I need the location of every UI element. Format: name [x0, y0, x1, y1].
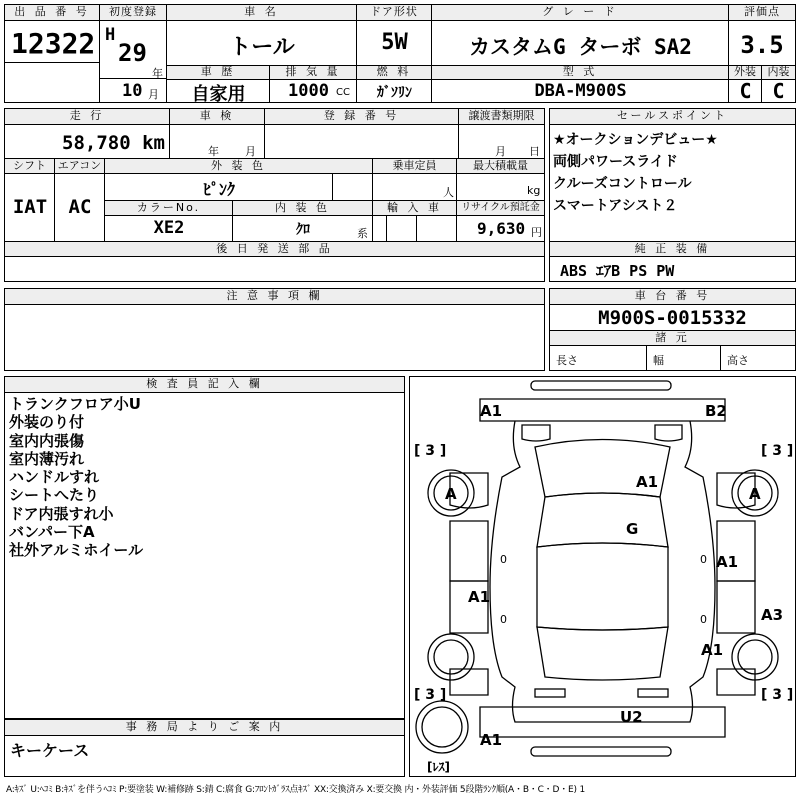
- lot-no: 12322: [11, 27, 96, 60]
- reg-no-label: 登 録 番 号: [265, 109, 459, 125]
- right-rear-fender-mark: A3: [761, 606, 784, 624]
- roof: [537, 543, 668, 630]
- recycle-label: リサイクル預託金: [457, 201, 544, 216]
- grade: カスタムG ターボ SA2: [469, 35, 692, 59]
- displacement-cell: [270, 80, 357, 102]
- chassis-label: 車 台 番 号: [550, 289, 795, 305]
- mirror-left: [522, 425, 550, 441]
- year-unit: 年: [152, 67, 163, 79]
- ac-cell: [55, 174, 105, 241]
- int-color-cell: [233, 216, 373, 241]
- recycle-cell: [457, 216, 544, 241]
- displacement: 1000: [288, 81, 329, 101]
- options-value: ABS ｴｱB PS PW: [560, 262, 675, 280]
- chassis-box: [549, 288, 796, 371]
- capacity-label: 乗車定員: [373, 159, 457, 174]
- car-name-cell: [167, 21, 357, 66]
- length-label: 長さ: [556, 354, 578, 367]
- spare-tire-inner: [422, 707, 462, 747]
- left-rear-door-mark: A1: [468, 588, 491, 606]
- tire-rl-mark: [ 3 ]: [414, 687, 447, 703]
- front-left-mark: A1: [480, 402, 503, 420]
- zero-mark-2: 0: [700, 553, 707, 566]
- inspection-cell: [170, 125, 265, 159]
- exterior-label: 外装: [729, 66, 762, 80]
- color-no-cell: [105, 216, 233, 241]
- selling-points-list: [553, 129, 718, 217]
- rear-bumper-bar: [531, 747, 671, 756]
- wheel-rear-left: [428, 634, 474, 680]
- notes-label: 注 意 事 項 欄: [5, 289, 544, 305]
- ext-color-label: 外 装 色: [105, 159, 373, 174]
- spare-mark: [ﾚｽ]: [427, 760, 450, 774]
- inspection-year-unit: 年: [208, 145, 219, 158]
- mileage: 58,780 km: [62, 132, 165, 154]
- inspector-box: [4, 376, 405, 719]
- rear-bumper-mark: U2: [620, 708, 643, 726]
- chassis-no: M900S-0015332: [598, 307, 747, 329]
- interior-label: 内装: [762, 66, 795, 80]
- mirror-right: [655, 425, 682, 441]
- vehicle-info-table: [4, 108, 545, 242]
- transfer-cell: [459, 125, 544, 159]
- ext-color: ﾋﾟﾝｸ: [202, 180, 235, 199]
- tire-fr-mark: [ 3 ]: [761, 443, 794, 459]
- fuel-label: 燃 料: [357, 66, 432, 80]
- int-color: ｸﾛ: [296, 222, 310, 238]
- right-rear-door: [717, 581, 755, 633]
- score: 3.5: [740, 31, 784, 59]
- left-front-door: [450, 521, 488, 581]
- model-cell: [432, 80, 729, 102]
- front-right-mark: B2: [705, 402, 727, 420]
- interior-grade: C: [772, 80, 785, 102]
- right-rear-wheel-mark: A1: [701, 641, 724, 659]
- inspector-note-item: トランクフロア小U: [9, 395, 141, 413]
- zero-mark-3: 0: [500, 613, 507, 626]
- door-cell: [357, 21, 432, 66]
- history-label: 車 歴: [167, 66, 270, 80]
- exterior-grade: C: [739, 80, 752, 102]
- inspector-note-item: 室内薄汚れ: [9, 449, 85, 468]
- rear-lamp-right: [638, 689, 668, 697]
- color-no: XE2: [153, 218, 185, 238]
- mileage-label: 走 行: [5, 109, 170, 125]
- grade-cell: [432, 21, 729, 66]
- int-color-unit: 系: [357, 227, 368, 240]
- score-cell: [729, 21, 795, 66]
- selling-point-item: ★オークションデビュー★: [553, 132, 718, 148]
- tire-rr-mark: [ 3 ]: [761, 687, 794, 703]
- shift: IAT: [12, 196, 48, 218]
- selling-points-box: [549, 108, 796, 242]
- first-reg-month: 10: [122, 81, 143, 101]
- import-cell-b: [387, 216, 417, 241]
- options-box: [549, 241, 796, 282]
- header-table: [4, 4, 796, 103]
- width-label: 幅: [653, 354, 664, 367]
- inspector-note-item: 室内内張傷: [9, 431, 85, 450]
- inspection-label: 車 検: [170, 109, 265, 125]
- lot-no-label: 出 品 番 号: [5, 5, 100, 21]
- door-type: 5W: [381, 30, 408, 55]
- max-load-cell: [457, 174, 544, 201]
- era: H: [105, 25, 116, 45]
- spare-tire: [416, 701, 468, 753]
- first-reg-year: 29: [118, 39, 147, 67]
- office-box: [4, 719, 405, 777]
- recycle: 9,630: [477, 219, 526, 238]
- int-color-label: 内 装 色: [233, 201, 373, 216]
- legend: A:ｷｽﾞ U:ﾍｺﾐ B:ｷｽﾞを伴うﾍｺﾐ P:要塗装 W:補修跡 S:錆 C:腐食 G:ﾌﾛﾝﾄｶﾞﾗｽ点ｷｽﾞ XX:交換済み X:要交換 内・外装評価 5段階ﾗﾝｸ順(A・B・C・D・E) 1: [6, 785, 585, 795]
- selling-point-item: スマートアシスト２: [553, 198, 678, 214]
- model: DBA-M900S: [534, 81, 627, 101]
- inspector-note-item: 社外アルミホイール: [9, 541, 144, 560]
- later-parts-box: [4, 241, 545, 282]
- inspection-month-unit: 月: [245, 145, 256, 158]
- rear-window: [537, 627, 668, 680]
- width-cell: [647, 346, 721, 370]
- zero-mark-1: 0: [500, 553, 507, 566]
- import-label: 輸 入 車: [373, 201, 457, 216]
- car-name-label: 車 名: [167, 5, 357, 21]
- displacement-unit: CC: [336, 87, 350, 98]
- selling-point-item: 両側パワースライド: [553, 154, 678, 170]
- windshield: [537, 493, 668, 547]
- front-bumper-bar: [531, 381, 671, 390]
- rear-left-mark: A1: [480, 731, 503, 749]
- reg-no-cell: [265, 125, 459, 159]
- selling-point-item: クルーズコントロール: [553, 176, 692, 192]
- capacity-unit: 人: [443, 186, 454, 199]
- ext-color-cell: [105, 174, 333, 201]
- score-label: 評価点: [729, 5, 795, 21]
- import-cell-a: [373, 216, 387, 241]
- ac-label: エアコン: [55, 159, 105, 174]
- capacity-cell: [373, 174, 457, 201]
- max-load-unit: kg: [527, 184, 541, 197]
- body-outline: [490, 421, 715, 722]
- max-load-label: 最大積載量: [457, 159, 544, 174]
- notes-box: [4, 288, 545, 371]
- fuel-cell: [357, 80, 432, 102]
- zero-mark-4: 0: [700, 613, 707, 626]
- wheel-fl-mark: A: [445, 485, 457, 503]
- history-cell: [167, 80, 270, 102]
- recycle-unit: 円: [531, 226, 542, 239]
- mileage-cell: [5, 125, 170, 159]
- inspector-list: [9, 395, 143, 560]
- exterior-cell: [729, 80, 762, 102]
- ext-color-extra: [333, 174, 373, 201]
- later-parts-label: 後 日 発 送 部 品: [5, 242, 544, 257]
- wheel-fr-mark: A: [749, 485, 761, 503]
- import-cell-c: [417, 216, 457, 241]
- office-value: キーケース: [10, 741, 90, 760]
- car-diagram-box: [409, 376, 796, 777]
- transfer-day-unit: 日: [529, 145, 540, 158]
- chassis-cell: [550, 305, 795, 331]
- front-bumper: [480, 399, 725, 421]
- month-unit: 月: [148, 88, 159, 101]
- rear-lamp-left: [535, 689, 565, 697]
- windshield-mark: G: [626, 520, 639, 538]
- lot-no-cell: [5, 21, 100, 63]
- height-label: 高さ: [727, 354, 749, 367]
- office-label: 事 務 局 よ り ご 案 内: [5, 720, 404, 736]
- shift-cell: [5, 174, 55, 241]
- first-reg-label: 初度登録: [100, 5, 167, 21]
- spec-label: 諸 元: [550, 331, 795, 346]
- selling-points-label: セールスポイント: [550, 109, 795, 125]
- transfer-month-unit: 月: [495, 145, 506, 158]
- color-no-label: カラーNo.: [105, 201, 233, 216]
- options-label: 純 正 装 備: [550, 242, 795, 257]
- inspector-label: 検 査 員 記 入 欄: [5, 377, 404, 393]
- interior-cell: [762, 80, 795, 102]
- length-cell: [550, 346, 647, 370]
- ac: AC: [68, 196, 92, 218]
- shift-label: シフト: [5, 159, 55, 174]
- inspector-note-item: 外装のり付: [9, 413, 85, 432]
- inspector-note-item: ドア内張すれ小: [9, 504, 114, 523]
- grade-label: グ レ ー ド: [432, 5, 729, 21]
- right-rear-door-mark: A1: [716, 553, 739, 571]
- height-cell: [721, 346, 795, 370]
- door-label: ドア形状: [357, 5, 432, 21]
- inspector-note-item: ハンドルすれ: [9, 468, 100, 487]
- history: 自家用: [191, 84, 246, 102]
- car-name: トール: [229, 35, 295, 60]
- tire-fl-mark: [ 3 ]: [414, 443, 447, 459]
- transfer-label: 譲渡書類期限: [459, 109, 544, 125]
- inspector-note-item: シートへたり: [9, 486, 100, 505]
- fuel: ｶﾞｿﾘﾝ: [377, 85, 412, 101]
- hood-mark: A1: [636, 473, 659, 491]
- inspector-note-item: バンパー下A: [9, 523, 95, 542]
- model-label: 型 式: [432, 66, 729, 80]
- displacement-label: 排 気 量: [270, 66, 357, 80]
- right-front-door: [717, 521, 755, 581]
- car-diagram: [410, 377, 795, 776]
- first-reg-month-cell: [100, 79, 167, 102]
- lot-no-blank: [5, 63, 100, 102]
- first-reg-year-cell: [100, 21, 167, 79]
